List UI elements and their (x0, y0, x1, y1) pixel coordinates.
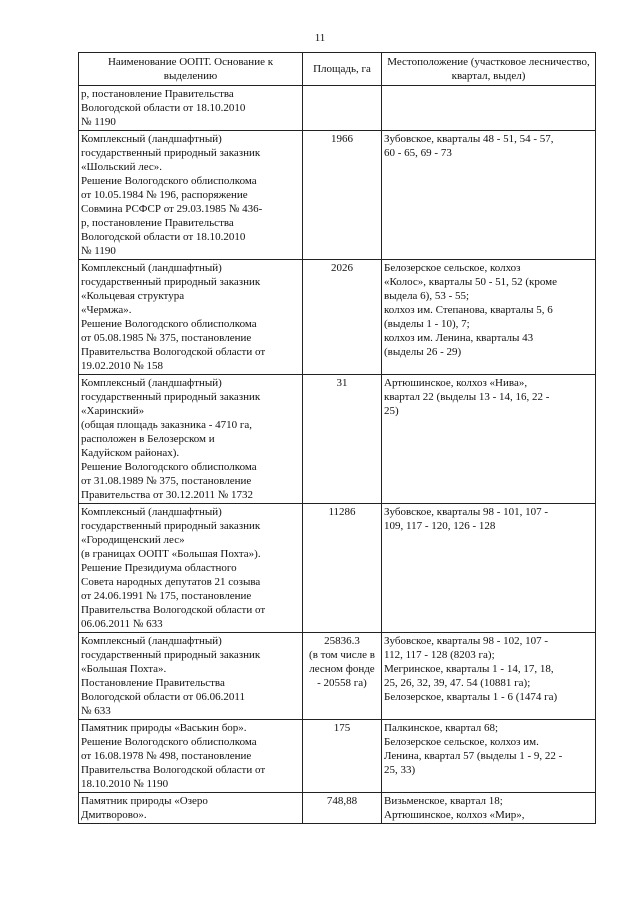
cell-text-line: 1966 (331, 133, 353, 145)
cell-location (382, 86, 596, 131)
cell-name (79, 720, 303, 793)
cell-area (303, 260, 382, 375)
cell-text-line: Вологодской области от 18.10.2010 (81, 231, 246, 243)
cell-area (303, 793, 382, 824)
cell-text-line: 748,88 (326, 795, 358, 807)
cell-text-line: 2026 (331, 262, 353, 274)
cell-text-line: Комплексный (ландшафтный) (81, 262, 222, 274)
cell-text-line: Зубовское, кварталы 98 - 101, 107 - (384, 506, 549, 518)
table-row (79, 375, 596, 504)
cell-text-line: «Кольцевая структура (81, 290, 185, 302)
cell-text-line: Артюшинское, колхоз «Нива», (384, 377, 528, 389)
cell-text-line: Артюшинское, колхоз «Мир», (384, 809, 525, 821)
cell-text-line: Памятник природы «Озеро (81, 795, 208, 807)
cell-text-line: Памятник природы «Васькин бор». (81, 722, 247, 734)
cell-name (79, 504, 303, 633)
cell-area (303, 375, 382, 504)
cell-text-line: «Шольский лес». (81, 161, 162, 173)
cell-text-line: 25836.3 (324, 635, 360, 647)
page-number: 11 (314, 32, 326, 44)
table-header-row (79, 53, 596, 86)
cell-text-line: Правительства Вологодской области от (81, 604, 266, 616)
cell-text-line: 25, 33) (384, 764, 416, 776)
table-row (79, 633, 596, 720)
cell-text-line: 25, 26, 32, 39, 47. 54 (10881 га); (384, 677, 531, 689)
column-header-location: Местоположение (участковое лесничество, квартал, выдел) (382, 53, 596, 86)
cell-name (79, 633, 303, 720)
cell-location (382, 633, 596, 720)
cell-text-line: 18.10.2010 № 1190 (81, 778, 169, 790)
cell-text-line: 175 (333, 722, 351, 734)
cell-text-line: Палкинское, квартал 68; (384, 722, 499, 734)
cell-text-line: 31 (336, 377, 348, 389)
column-header-name: Наименование ООПТ. Основание к выделению (79, 53, 303, 86)
table-row (79, 793, 596, 824)
table-body (79, 86, 596, 824)
cell-text-line: Белозерское, кварталы 1 - 6 (1474 га) (384, 691, 558, 703)
table-row (79, 720, 596, 793)
table-row (79, 260, 596, 375)
cell-text-line: - 20558 га) (317, 677, 367, 689)
cell-text-line: государственный природный заказник (81, 391, 261, 403)
cell-area (303, 633, 382, 720)
cell-text-line: Комплексный (ландшафтный) (81, 133, 222, 145)
cell-area (303, 504, 382, 633)
cell-text-line: Решение Вологодского облисполкома (81, 461, 257, 473)
cell-text-line: лесном фонде (309, 663, 375, 675)
cell-text-line: колхоз им. Степанова, кварталы 5, 6 (384, 304, 553, 316)
cell-text-line: 60 - 65, 69 - 73 (384, 147, 452, 159)
oopt-table (78, 52, 596, 824)
cell-text-line: (выделы 1 - 10), 7; (384, 318, 470, 330)
cell-text-line: (в том числе в (309, 649, 375, 661)
cell-text-line: от 31.08.1989 № 375, постановление (81, 475, 252, 487)
cell-text-line: Кадуйском районах). (81, 447, 180, 459)
cell-text-line: Решение Вологодского облисполкома (81, 736, 257, 748)
cell-text-line: Ленина, квартал 57 (выделы 1 - 9, 22 - (384, 750, 563, 762)
cell-text-line: Белозерское сельское, колхоз им. (384, 736, 539, 748)
cell-text-line: государственный природный заказник (81, 276, 261, 288)
cell-text-line: «Харинский» (81, 405, 145, 417)
cell-name (79, 131, 303, 260)
cell-text-line: от 10.05.1984 № 196, распоряжение (81, 189, 248, 201)
cell-text-line: 11286 (328, 506, 356, 518)
cell-text-line: государственный природный заказник (81, 147, 261, 159)
cell-text-line: (выделы 26 - 29) (384, 346, 462, 358)
cell-text-line: № 1190 (81, 116, 116, 128)
cell-location (382, 375, 596, 504)
cell-text-line: Вологодской области от 18.10.2010 (81, 102, 246, 114)
cell-text-line: 06.06.2011 № 633 (81, 618, 163, 630)
table-row (79, 86, 596, 131)
cell-text-line: «Чермжа». (81, 304, 132, 316)
column-header-area: Площадь, га (303, 53, 382, 86)
cell-area (303, 86, 382, 131)
cell-text-line: 19.02.2010 № 158 (81, 360, 163, 372)
cell-text-line: № 633 (81, 705, 111, 717)
cell-text-line: Постановление Правительства (81, 677, 225, 689)
cell-text-line: 112, 117 - 128 (8203 га); (384, 649, 495, 661)
cell-text-line: Дмитворово». (81, 809, 147, 821)
cell-text-line: от 16.08.1978 № 498, постановление (81, 750, 252, 762)
cell-text-line: Правительства от 30.12.2011 № 1732 (81, 489, 253, 501)
cell-text-line: Комплексный (ландшафтный) (81, 377, 222, 389)
cell-text-line: р, постановление Правительства (81, 88, 234, 100)
cell-text-line: от 24.06.1991 № 175, постановление (81, 590, 252, 602)
cell-text-line: Решение Вологодского облисполкома (81, 318, 257, 330)
cell-text-line: Правительства Вологодской области от (81, 346, 266, 358)
cell-text-line: Совмина РСФСР от 29.03.1985 № 436- (81, 203, 263, 215)
cell-text-line: Комплексный (ландшафтный) (81, 635, 222, 647)
cell-name (79, 86, 303, 131)
cell-text-line: от 05.08.1985 № 375, постановление (81, 332, 252, 344)
cell-text-line: Визьменское, квартал 18; (384, 795, 503, 807)
cell-text-line: № 1190 (81, 245, 116, 257)
cell-text-line: Зубовское, кварталы 48 - 51, 54 - 57, (384, 133, 554, 145)
cell-location (382, 504, 596, 633)
cell-text-line: выдела 6), 53 - 55; (384, 290, 470, 302)
cell-text-line: Совета народных депутатов 21 созыва (81, 576, 261, 588)
cell-text-line: Зубовское, кварталы 98 - 102, 107 - (384, 635, 549, 647)
cell-text-line: (в границах ООПТ «Большая Похта»). (81, 548, 261, 560)
cell-text-line: Комплексный (ландшафтный) (81, 506, 222, 518)
cell-text-line: колхоз им. Ленина, кварталы 43 (384, 332, 534, 344)
cell-area (303, 720, 382, 793)
cell-text-line: «Большая Похта». (81, 663, 167, 675)
table-row (79, 131, 596, 260)
cell-text-line: Правительства Вологодской области от (81, 764, 266, 776)
cell-name (79, 260, 303, 375)
cell-text-line: Решение Президиума областного (81, 562, 237, 574)
cell-text-line: 109, 117 - 120, 126 - 128 (384, 520, 496, 532)
cell-text-line: «Городищенский лес» (81, 534, 185, 546)
cell-text-line: 25) (384, 405, 399, 417)
cell-text-line: Белозерское сельское, колхоз (384, 262, 521, 274)
cell-text-line: государственный природный заказник (81, 649, 261, 661)
cell-text-line: Решение Вологодского облисполкома (81, 175, 257, 187)
cell-area (303, 131, 382, 260)
cell-text-line: квартал 22 (выделы 13 - 14, 16, 22 - (384, 391, 550, 403)
cell-name (79, 793, 303, 824)
cell-text-line: расположен в Белозерском и (81, 433, 215, 445)
cell-location (382, 260, 596, 375)
cell-text-line: Вологодской области от 06.06.2011 (81, 691, 246, 703)
cell-text-line: (общая площадь заказника - 4710 га, (81, 419, 253, 431)
cell-text-line: Мегринское, кварталы 1 - 14, 17, 18, (384, 663, 554, 675)
cell-text-line: р, постановление Правительства (81, 217, 234, 229)
cell-location (382, 793, 596, 824)
cell-name (79, 375, 303, 504)
cell-location (382, 131, 596, 260)
cell-text-line: государственный природный заказник (81, 520, 261, 532)
cell-text-line: «Колос», кварталы 50 - 51, 52 (кроме (384, 276, 558, 288)
table-row (79, 504, 596, 633)
cell-location (382, 720, 596, 793)
